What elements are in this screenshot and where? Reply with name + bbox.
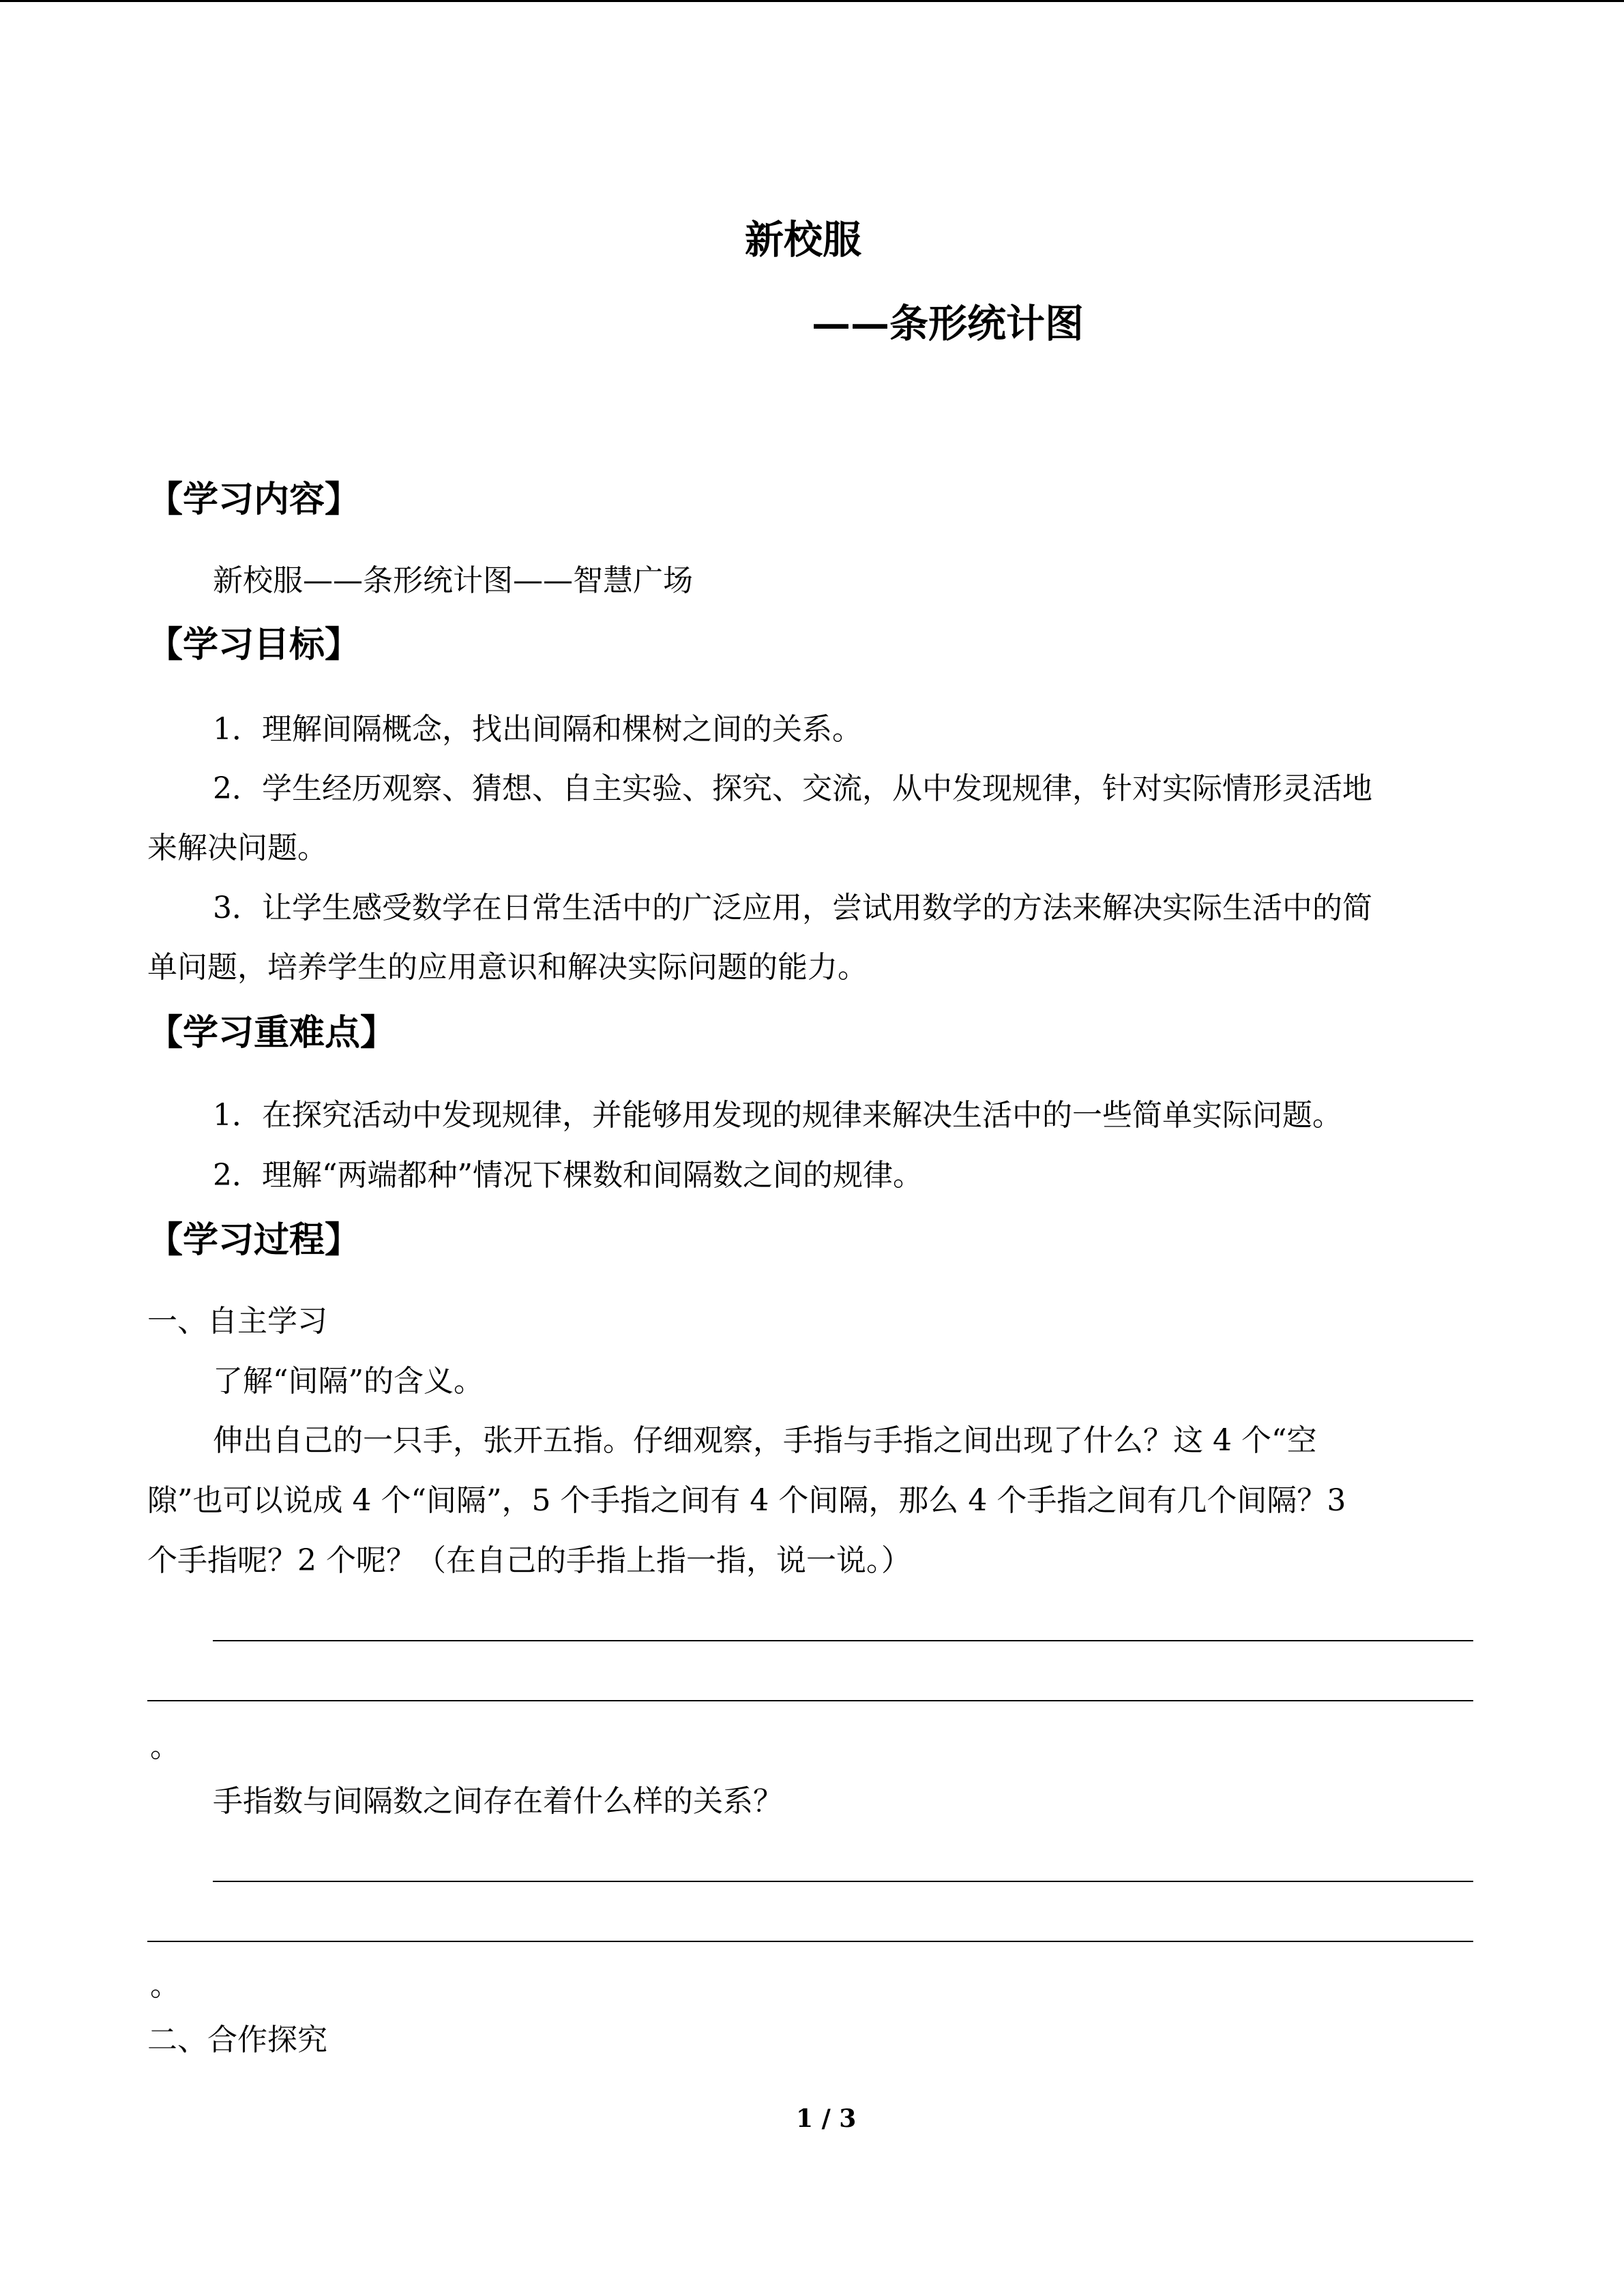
part-1-question-2: 手指数与间隔数之间存在着什么样的关系？ [213,1784,783,1819]
top-border [0,0,1624,2]
answer-line[interactable] [147,1700,1473,1701]
page-title: 新校服 [745,217,861,263]
answer-line[interactable] [147,1941,1473,1942]
goal-item-1: 1．理解间隔概念，找出间隔和棵树之间的关系。 [213,712,862,747]
key-point-2: 2．理解“两端都种”情况下棵数和间隔数之间的规律。 [213,1158,923,1193]
page-subtitle: ——条形统计图 [812,301,1084,346]
key-point-1: 1．在探究活动中发现规律，并能够用发现的规律来解决生活中的一些简单实际问题。 [213,1098,1342,1133]
heading-learning-process: 【学习过程】 [147,1220,361,1261]
answer-end-mark: 。 [150,1729,180,1764]
part-2-title: 二、合作探究 [147,2023,327,2057]
part-1-intro: 了解“间隔”的含义。 [213,1364,484,1399]
answer-line[interactable] [213,1640,1473,1641]
answer-end-mark: 。 [150,1968,180,2003]
part-1-question-line-1: 伸出自己的一只手，张开五指。仔细观察，手指与手指之间出现了什么？这 4 个“空 [213,1423,1317,1458]
goal-item-3-line-2: 单问题，培养学生的应用意识和解决实际问题的能力。 [147,950,868,985]
heading-key-points: 【学习重难点】 [147,1013,396,1054]
goal-item-3-line-1: 3．让学生感受数学在日常生活中的广泛应用，尝试用数学的方法来解决实际生活中的简 [213,891,1372,925]
part-1-title: 一、自主学习 [147,1304,327,1339]
goal-item-2-line-2: 来解决问题。 [147,831,327,865]
answer-line[interactable] [213,1881,1473,1882]
part-1-question-line-3: 个手指呢？2 个呢？（在自己的手指上指一指，说一说。） [147,1543,911,1578]
page-number: 1 / 3 [796,2104,857,2133]
part-1-question-line-2: 隙”也可以说成 4 个“间隔”，5 个手指之间有 4 个间隔，那么 4 个手指之间有几个间隔？3 [147,1483,1346,1518]
heading-learning-goals: 【学习目标】 [147,625,361,666]
heading-learning-content: 【学习内容】 [147,479,361,520]
learning-content-text: 新校服——条形统计图——智慧广场 [213,563,693,598]
goal-item-2-line-1: 2．学生经历观察、猜想、自主实验、探究、交流，从中发现规律，针对实际情形灵活地 [213,771,1372,806]
